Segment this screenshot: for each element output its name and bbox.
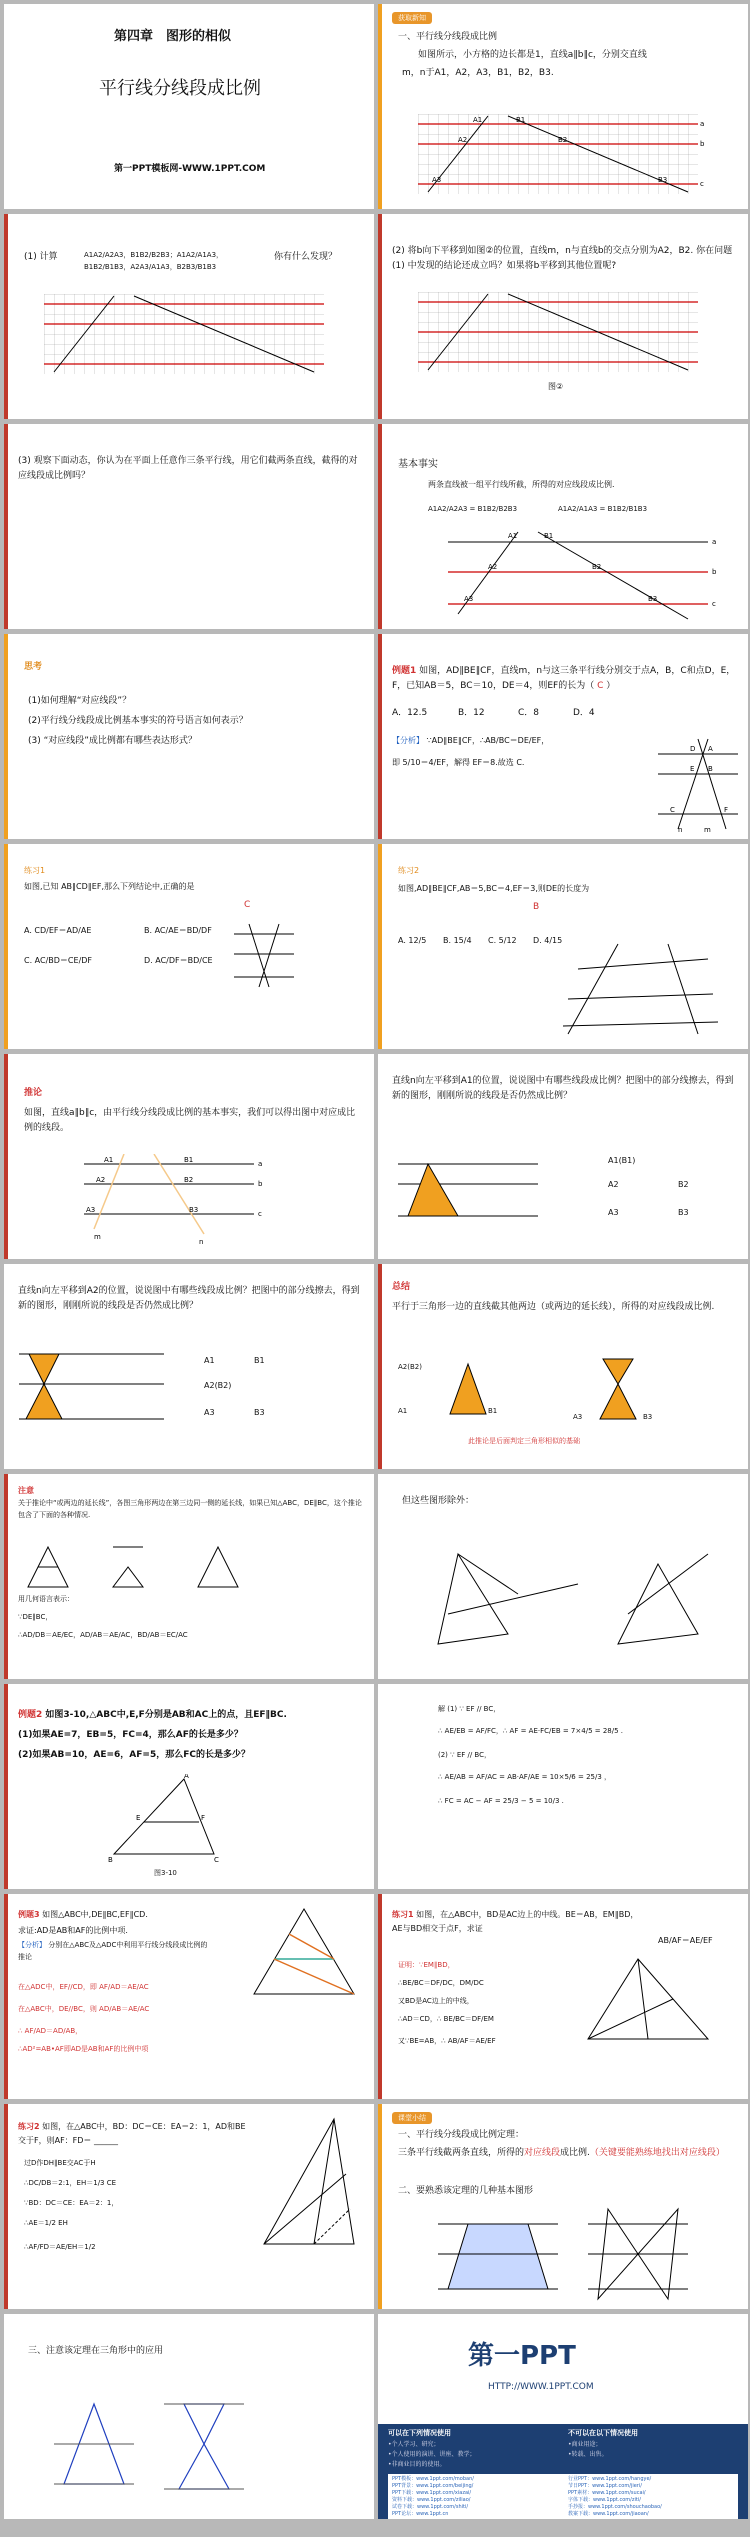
step: ∴AD²=AB•AF即AD是AB和AF的比例中项: [18, 2045, 149, 2053]
label: B1: [254, 1356, 265, 1365]
slide-5: [4, 424, 374, 629]
heading: 推论: [24, 1088, 43, 1098]
label: A2(B2): [398, 1363, 422, 1371]
exercise-stem: 如图，在△ABC中，BD：DC＝CE：EA＝2：1，AD和BE交于F，则AF：FD＝: [18, 2122, 246, 2145]
exercise-figure: [229, 919, 299, 989]
point-label: A3: [86, 1206, 96, 1214]
resource-link[interactable]: 资料下载：www.1ppt.com/ziliao/: [392, 2497, 471, 2503]
point-label: A2: [96, 1176, 106, 1184]
slide-2: [378, 4, 748, 209]
allowed-item: •个人学习、研究；: [388, 2441, 440, 2448]
answer: B: [533, 902, 540, 912]
slide-21: [4, 2104, 374, 2309]
option: B. AC/AE＝BD/DF: [144, 926, 212, 935]
note: 此推论是后面判定三角形相似的基础: [468, 1437, 580, 1445]
allowed-item: •个人使用的演讲、讲座、教学；: [388, 2451, 476, 2458]
analysis-label: 【分析】: [18, 1941, 46, 1949]
slide-14: [378, 1264, 748, 1469]
caption: 图②: [548, 382, 564, 391]
line-label: a: [712, 538, 717, 546]
exercise-title: 练习2: [18, 2122, 40, 2131]
option: B．12: [458, 708, 485, 718]
text: 关于推论中“或两边的延长线”，各图三角形两边在第三边同一侧的延长线，如果已知△ABC，DE∥BC，这个推论包含了下面的各种情况.: [18, 1499, 362, 1519]
text: 如图所示，小方格的边长都是1，直线a∥b∥c，分别交直线: [418, 50, 647, 60]
slide-23: [4, 2314, 374, 2519]
point-label: B2: [592, 563, 602, 571]
example-figure: [104, 1774, 224, 1864]
point-label: E: [136, 1814, 141, 1822]
question: (2) 将b向下平移到如图②的位置，直线m，n与直线b的交点分别为A2，B2. 你在问题 (1) 中发现的结论还成立吗？如果将b平移到其他位置呢?: [392, 246, 733, 272]
text: 成比例.: [560, 2148, 590, 2158]
heading: 练习1: [24, 866, 46, 875]
point-label: A1: [104, 1156, 114, 1164]
text: 直线n向左平移到A2的位置，说说图中有哪些线段成比例？把图中的部分线擦去，得到新的图形，刚刚所说的线段是否仍然成比例？: [18, 1286, 360, 1312]
label: A1: [398, 1407, 408, 1415]
question: 求证:AD是AB和AF的比例中项.: [18, 1926, 128, 1935]
point-label: A3: [432, 176, 442, 184]
point-label: D: [690, 745, 696, 753]
exception-figure: [428, 1544, 748, 1664]
point-label: B1: [184, 1156, 194, 1164]
label: A3: [204, 1408, 215, 1417]
heading: 一、平行线分线段成比例: [398, 32, 498, 42]
resource-link[interactable]: 手抄报：www.1ppt.com/shouchaobao/: [568, 2504, 662, 2510]
caption: 图3-10: [154, 1869, 177, 1877]
option: C. 5/12: [488, 936, 517, 945]
option: A．12.5: [392, 708, 428, 718]
summary-figure: [438, 2204, 698, 2304]
analysis-label: 【分析】: [392, 736, 424, 745]
label: A3: [573, 1413, 583, 1421]
proof-line: ∴AD＝CD，∴ BE/BC＝DF/EM: [398, 2015, 494, 2023]
point-label: A2: [488, 563, 498, 571]
resource-link[interactable]: 行业PPT：www.1ppt.com/hangye/: [568, 2476, 652, 2482]
slide-13: [4, 1264, 374, 1469]
proof-line: 证明：∵EM∥BD，: [398, 1961, 455, 1969]
exercise-figure: [254, 2114, 364, 2254]
line-label: a: [258, 1160, 263, 1168]
question: (1) 计算: [24, 252, 58, 262]
point-label: B2: [558, 136, 568, 144]
shift-figure: [14, 1344, 174, 1444]
line-label: b: [712, 568, 717, 576]
hourglass-figure: [588, 1354, 648, 1424]
list-item: (1)如何理解“对应线段”？: [28, 696, 132, 706]
text: ∵DE∥BC，: [18, 1613, 53, 1621]
example-stem: 如图3-10,△ABC中,E,F分别是AB和AC上的点，且EF∥BC.: [45, 1710, 287, 1720]
question: (2)如果AB=10，AE=6，AF=5，那么FC的长是多少？: [18, 1750, 250, 1760]
shift-figure: [388, 1154, 588, 1249]
exercise-stem: 如图，在△ABC中，BD是AC边上的中线。BE＝AB，EM∥BD，AE与BD相交于点F，求证: [392, 1910, 639, 1933]
allowed-item: •非商业目的的使用。: [388, 2461, 446, 2468]
label: B1: [488, 1407, 498, 1415]
answer-blank: ______: [93, 2135, 118, 2145]
exercise-title: 练习1: [392, 1910, 414, 1919]
option: B. 15/4: [443, 936, 472, 945]
option: D. 4/15: [533, 936, 563, 945]
text: 直线n向左平移到A1的位置，说说图中有哪些线段成比例？把图中的部分线擦去，得到新的图形，刚刚所说的线段是否仍然成比例？: [392, 1076, 734, 1102]
slide-10: [378, 844, 748, 1049]
heading: 基本事实: [398, 459, 438, 470]
allowed-heading: 可以在下列情况使用: [388, 2429, 451, 2437]
text: 两条直线被一组平行线所截，所得的对应线段成比例.: [428, 480, 615, 489]
formula: A1A2/A2A3 = B1B2/B2B3: [428, 505, 518, 513]
grid-figure: [418, 114, 708, 194]
list-item: (2)平行线分线段成比例基本事实的符号语言如何表示？: [28, 716, 248, 726]
corollary-figure: [74, 1154, 274, 1254]
option: C．8: [518, 708, 540, 718]
resource-link[interactable]: 字体下载：www.1ppt.com/ziti/: [568, 2497, 641, 2503]
answer: C: [597, 681, 604, 692]
line-label: c: [712, 600, 716, 608]
step: ∴ AF/AD＝AD/AB，: [18, 2027, 83, 2035]
solution-line: 过D作DH∥BE交AC于H: [24, 2159, 96, 2167]
line-label: n: [199, 1238, 204, 1246]
slide-16: [378, 1474, 748, 1679]
solution-line: ∴ AE/EB = AF/FC，∴ AF = AE·FC/EB = 7×4/5 = 28/5 .: [438, 1727, 624, 1735]
option: A. CD/EF＝AD/AE: [24, 926, 92, 935]
example-title: 例题2: [18, 1710, 43, 1720]
forbidden-item: •商业用途；: [568, 2441, 602, 2448]
label: B3: [643, 1413, 653, 1421]
question: (1)如果AE=7，EB=5，FC=4，那么AF的长是多少？: [18, 1730, 243, 1740]
step: 在△ADC中，EF//CD，即 AF/AD＝AE/AC: [18, 1983, 149, 1991]
forbidden-item: •转载、出售。: [568, 2451, 608, 2458]
analysis: 分别在△ABC及△ADC中利用平行线分线段成比例的推论: [18, 1941, 208, 1961]
solution-line: ∴AE＝1/2 EH: [24, 2219, 68, 2227]
heading: 练习2: [398, 866, 420, 875]
point-label: F: [201, 1814, 206, 1822]
point-label: A3: [464, 595, 474, 603]
point-label: B: [708, 765, 713, 773]
slide-7: [4, 634, 374, 839]
resource-link[interactable]: PPT论坛：www.1ppt.cn: [392, 2511, 449, 2517]
badge: 课堂小结: [392, 2112, 432, 2124]
label: B3: [678, 1208, 689, 1217]
example-stem: 如图△ABC中,DE∥BC,EF∥CD.: [42, 1910, 148, 1919]
line-label: a: [700, 120, 705, 128]
point-label: C: [214, 1856, 219, 1864]
point-label: B3: [658, 176, 668, 184]
proof-line: 又BD是AC边上的中线，: [398, 1997, 474, 2005]
solution-line: ∴ AE/AB = AF/AC = AB·AF/AE = 10×5/6 = 25/3 ，: [438, 1773, 612, 1781]
resource-link[interactable]: PPT模板：www.1ppt.com/moban/: [392, 2476, 474, 2482]
resource-link[interactable]: 教案下载：www.1ppt.com/jiaoan/: [568, 2511, 649, 2517]
paren: ）: [606, 681, 616, 692]
exercise-figure: [578, 1954, 718, 2054]
option: A. 12/5: [398, 936, 427, 945]
list-item: (3) “对应线段”成比例都有哪些表达形式？: [28, 736, 197, 746]
exercise-figure: [558, 934, 728, 1044]
slide-6: [378, 424, 748, 629]
solution-line: (2) ∵ EF // BC，: [438, 1751, 492, 1759]
question: 如图,已知 AB∥CD∥EF,那么下列结论中,正确的是: [24, 882, 195, 891]
line-label: c: [700, 180, 704, 188]
label: A1: [204, 1356, 215, 1365]
line-label: b: [258, 1180, 263, 1188]
page-title: 平行线分线段成比例: [99, 78, 261, 99]
resource-link[interactable]: PPT背景：www.1ppt.com/beijing/: [392, 2483, 474, 2489]
formula: ∴AD/DB＝AE/EC，AD/AB＝AE/AC，BD/AB＝EC/AC: [18, 1631, 188, 1639]
example-figure: [244, 1904, 364, 2004]
heading: 思考: [24, 662, 43, 672]
example-figure: [648, 734, 743, 834]
solution-line: 解 (1) ∵ EF // BC，: [438, 1705, 501, 1713]
slide-24: [378, 2314, 748, 2519]
slide-3: [4, 214, 374, 419]
resource-link[interactable]: PPT下载：www.1ppt.com/xiazai/: [392, 2490, 472, 2496]
heading: 二、要熟悉该定理的几种基本图形: [398, 2186, 534, 2196]
label: A2(B2): [204, 1381, 232, 1390]
label: B3: [254, 1408, 265, 1417]
label: A1(B1): [608, 1156, 636, 1165]
point-label: B1: [544, 532, 554, 540]
text: 如图，直线a∥b∥c，由平行线分线段成比例的基本事实，我们可以得出图中对应成比例的线段。: [24, 1108, 356, 1134]
slide-18: [378, 1684, 748, 1889]
formula: AB/AF＝AE/EF: [658, 1936, 713, 1945]
grid-figure: [418, 292, 708, 372]
step: 在△ABC中，DE//BC，则 AD/AB＝AE/AC: [18, 2005, 150, 2013]
line-label: b: [700, 140, 705, 148]
slide-4: [378, 214, 748, 419]
solution-line: ∴AF/FD＝AE/EH＝1/2: [24, 2243, 96, 2251]
label: A3: [608, 1208, 619, 1217]
answer: C: [244, 900, 251, 910]
slide-20: [378, 1894, 748, 2099]
point-label: A: [708, 745, 713, 753]
chapter-title: 第四章 图形的相似: [114, 29, 232, 44]
point-label: C: [670, 806, 675, 814]
line-label: m: [94, 1233, 101, 1241]
slide-22: [378, 2104, 748, 2309]
solution-line: ∴DC/DB＝2:1，EH＝1/3 CE: [24, 2179, 117, 2187]
slide-19: [4, 1894, 374, 2099]
example-stem: 如图，AD∥BE∥CF，直线m，n与这三条平行线分别交于点A，B，C和点D，E，F，已知AB＝5，BC＝10，DE＝4，则EF的长为（: [392, 666, 736, 692]
resource-link[interactable]: PPT素材：www.1ppt.com/sucai/: [568, 2490, 646, 2496]
triangle-figure: [54, 2394, 254, 2504]
point-label: A2: [458, 136, 468, 144]
option: D. AC/DF＝BD/CE: [144, 956, 213, 965]
slide-9: [4, 844, 374, 1049]
site-url: HTTP://WWW.1PPT.COM: [488, 2382, 594, 2392]
proof-line: 又∵BE=AB，∴ AB/AF＝AE/EF: [398, 2037, 496, 2045]
cases-figure: [18, 1542, 278, 1592]
point-label: B3: [648, 595, 658, 603]
point-label: A1: [508, 532, 518, 540]
heading: 三、注意该定理在三角形中的应用: [28, 2346, 164, 2356]
parallel-figure: [448, 524, 738, 624]
question: (3) 观察下面动态，你认为在平面上任意作三条平行线，用它们截两条直线，截得的对应线段成比例吗？: [18, 456, 358, 482]
point-label: F: [724, 806, 729, 814]
label: A2: [608, 1180, 619, 1189]
point-label: B2: [184, 1176, 194, 1184]
highlight: （关键要能熟练地找出对应线段）: [589, 2148, 725, 2158]
highlight: 对应线段: [524, 2148, 561, 2158]
text: 三条平行线截两条直线，所得的: [398, 2148, 525, 2158]
line-label: c: [258, 1210, 262, 1218]
slide-12: [378, 1054, 748, 1259]
label: B2: [678, 1180, 689, 1189]
solution-line: ∵BD：DC＝CE：EA＝2：1，: [24, 2199, 119, 2207]
slide-1: [4, 4, 374, 209]
badge: 获取新知: [392, 12, 432, 24]
heading: 注意: [18, 1486, 34, 1495]
point-label: A1: [473, 116, 483, 124]
fractions: A1A2/A2A3，B1B2/B2B3；A1A2/A1A3，B1B2/B1B3，A2A3/A1A3，B2B3/B1B3: [84, 251, 224, 271]
point-label: B: [108, 1856, 113, 1864]
line-label: m: [704, 826, 711, 834]
line-label: n: [678, 826, 683, 834]
point-label: B3: [189, 1206, 199, 1214]
forbidden-heading: 不可以在以下情况使用: [568, 2429, 638, 2437]
point-label: B1: [516, 116, 526, 124]
heading: 总结: [392, 1282, 411, 1292]
grid-figure: [44, 294, 334, 374]
option: C. AC/BD＝CE/DF: [24, 956, 93, 965]
example-title: 例题3: [18, 1910, 40, 1919]
question: 如图,AD∥BE∥CF,AB＝5,BC＝4,EF＝3,则DE的长度为: [398, 884, 590, 893]
slide-11: [4, 1054, 374, 1259]
slide-17: [4, 1684, 374, 1889]
resource-link[interactable]: 节日PPT：www.1ppt.com/jieri/: [568, 2483, 642, 2489]
proof-line: ∴BE/BC＝DF/DC，DM/DC: [398, 1979, 484, 1987]
text: m，n于A1，A2，A3，B1，B2，B3.: [402, 68, 554, 78]
question-end: 你有什么发现？: [274, 252, 338, 262]
analysis: 即 5/10＝4/EF，解得 EF＝8.故选 C.: [392, 758, 525, 767]
resource-link[interactable]: 试卷下载：www.1ppt.com/shiti/: [392, 2504, 469, 2510]
text: 平行于三角形一边的直线截其他两边（或两边的延长线），所得的对应线段成比例.: [392, 1302, 715, 1312]
analysis: ∵AD∥BE∥CF，∴AB/BC＝DE/EF，: [426, 736, 550, 745]
slide-8: [378, 634, 748, 839]
heading: 一、平行线分线段成比例定理：: [398, 2130, 525, 2140]
point-label: E: [690, 765, 695, 773]
logo: 第一PPT: [468, 2341, 576, 2371]
solution-line: ∴ FC = AC − AF = 25/3 − 5 = 10/3 .: [438, 1797, 564, 1805]
point-label: A: [184, 1774, 189, 1780]
site-label: 第一PPT模板网-WWW.1PPT.COM: [114, 164, 266, 174]
slide-15: [4, 1474, 374, 1679]
text: 用几何语言表示：: [18, 1595, 74, 1603]
formula: A1A2/A1A3 = B1B2/B1B3: [558, 505, 648, 513]
option: D．4: [573, 708, 595, 718]
text: 但这些图形除外：: [402, 1496, 475, 1506]
example-title: 例题1: [392, 666, 417, 676]
